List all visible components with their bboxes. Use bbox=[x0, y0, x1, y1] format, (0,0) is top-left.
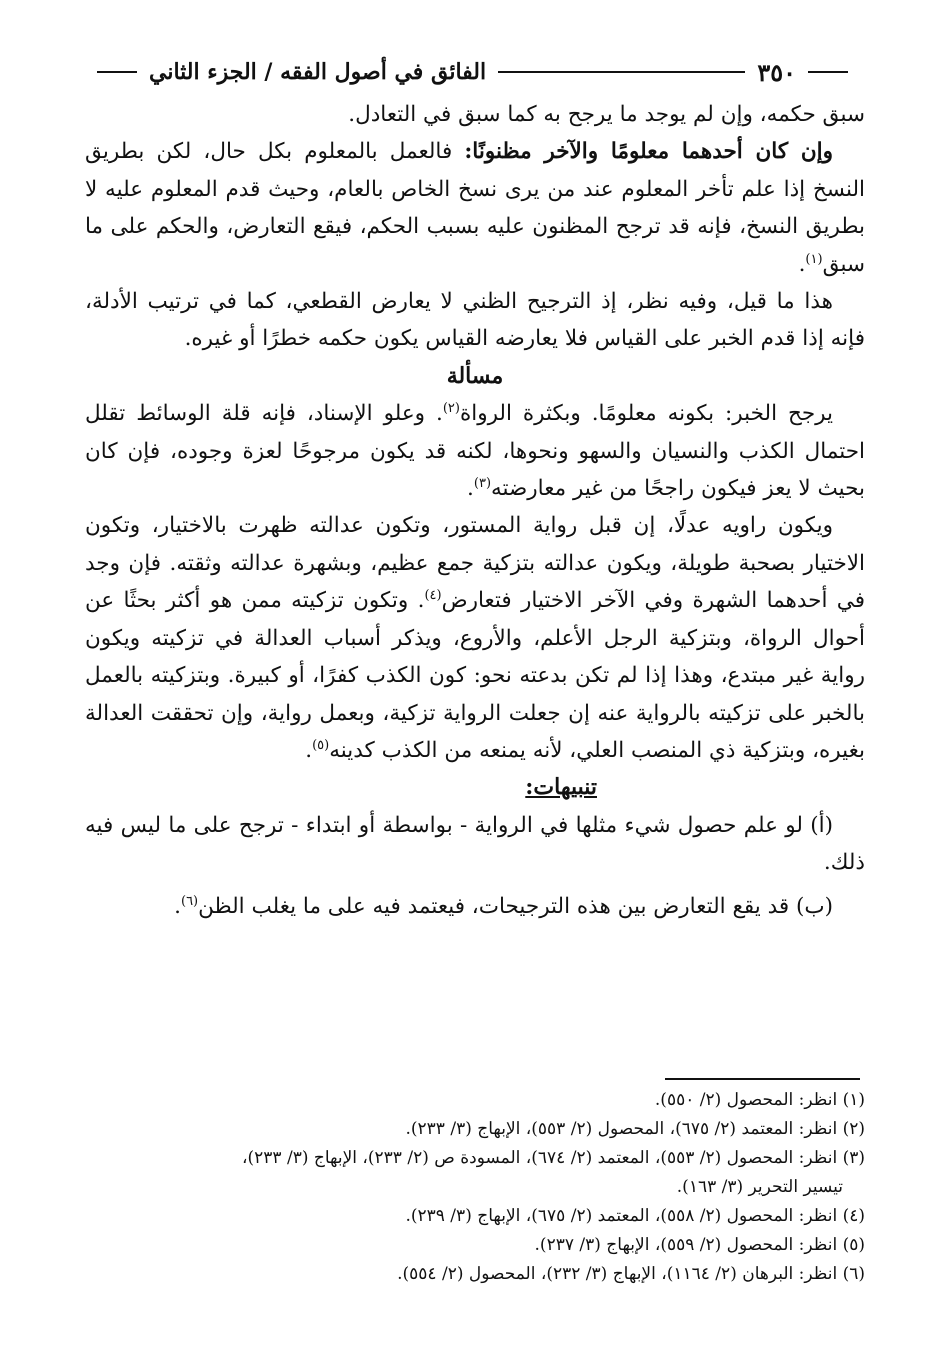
paragraph-2: وإن كان أحدهما معلومًا والآخر مظنونًا: فالعمل بالمعلوم بكل حال، لكن بطريق النسخ إذا علم تأخر المعلوم عند من يرى نسخ الخاص بالعام، وحيث قدم المعلوم عليه لا بطريق النسخ، فإنه قد ترجح المظنون عليه بسبب الحكم، فيقع التعارض، والحكم على ما سبق$^{(١)}$. bbox=[85, 139, 865, 277]
footnote-ref-1[interactable]: (١) bbox=[805, 251, 823, 267]
paragraph-5: ويكون راويه عدلًا، إن قبل رواية المستور، وتكون عدالته ظهرت بالاختيار، وتكون الاختيار بصحبة طويلة، ويكون عدالته بتزكية جمع عظيم، وبشهرة عدالته وثقته. فإن وجد في أحدهما الشهرة وفي الآخر الاختيار فتعارض$^{(٤)}$. وتكون تزكيته ممن هو أكثر بحثًا عن أحوال الرواة، وبتزكية الرجل الأعلم، والأروع، ويذكر أسباب العدالة في تزكيته ويكون رواية غير مبتدع، وهذا إذا لم تكن بدعته نحو: كون الكذب كفرًا، أو كبيرة. وبتزكيته بالعمل بالخبر على تزكيته بالرواية عنه إن جعلت الرواية تزكية، وبعمل رواية، وإن تحققت العدالة بغيره، وبتزكية ذي المنصب العلي، لأنه يمنعه من الكذب كدينه$^{(٥)}$. bbox=[85, 513, 865, 763]
book-title: الفائق في أصول الفقه / الجزء الثاني bbox=[149, 59, 487, 85]
footnote-ref-3[interactable]: (٣) bbox=[473, 475, 492, 491]
paragraph-2-lead: وإن كان أحدهما معلومًا والآخر مظنونًا: bbox=[464, 139, 834, 165]
paragraph-4-text-a: يرجح الخبر: بكونه معلومًا. وبكثرة الرواة bbox=[459, 401, 833, 427]
section-heading-masala: مسألة bbox=[446, 362, 504, 389]
footnote-5: (٥) انظر: المحصول (٢/ ٥٥٩)، الإبهاج (٣/ ٢٣٧). bbox=[534, 1235, 865, 1255]
paragraph-4-text-b: . وعلو الإسناد، فإنه قلة الوسائط تقلل احتمال الكذب والنسيان والسهو ونحوها، لكنه قد يكون مرجوحًا لعزة وجوده، فإن كان بحيث لا يعز فيكون راجحًا من غير معارضته bbox=[85, 401, 865, 502]
paragraph-3: هذا ما قيل، وفيه نظر، إذ الترجيح الظني لا يعارض القطعي، كما في ترتيب الأدلة، فإنه إذا قدم الخبر على القياس فلا يعارضه القياس يكون حكمه خطرًا أو غيره. bbox=[85, 289, 865, 352]
footnotes bbox=[85, 1086, 865, 1289]
section-heading-tanbihat: تنبيهات: bbox=[525, 774, 597, 801]
main-text bbox=[85, 96, 865, 925]
header-rule-right bbox=[808, 71, 848, 73]
header-rule-left bbox=[97, 71, 137, 73]
footnote-3: (٣) انظر: المحصول (٢/ ٥٥٣)، المعتمد (٢/ ٦٧٤)، المسودة ص (٢/ ٢٣٣)، الإبهاج (٣/ ٢٣٣)، bbox=[242, 1148, 865, 1168]
header-rule-middle bbox=[498, 71, 745, 73]
paragraph-4: يرجح الخبر: بكونه معلومًا. وبكثرة الرواة$^{(٢)}$. وعلو الإسناد، فإنه قلة الوسائط تقلل احتمال الكذب والنسيان والسهو ونحوها، لكنه قد يكون مرجوحًا لعزة وجوده، فإن كان بحيث لا يعز فيكون راجحًا من غير معارضته$^{(٣)}$. bbox=[85, 401, 865, 502]
paragraph-7: (ب) قد يقع التعارض بين هذه الترجيحات، فيعتمد فيه على ما يغلب الظن$^{(٦)}$. bbox=[174, 893, 833, 919]
footnote-3-continued: تيسير التحرير (٣/ ١٦٣). bbox=[676, 1177, 843, 1197]
page-number: ٣٥٠ bbox=[757, 57, 796, 87]
footnote-1: (١) انظر: المحصول (٢/ ٥٥٠). bbox=[654, 1090, 865, 1110]
footnote-4: (٤) انظر: المحصول (٢/ ٥٥٨)، المعتمد (٢/ ٦٧٥)، الإبهاج (٣/ ٢٣٩). bbox=[405, 1206, 865, 1226]
running-header bbox=[85, 52, 860, 92]
paragraph-1: سبق حكمه، وإن لم يوجد ما يرجح به كما سبق في التعادل. bbox=[348, 102, 865, 127]
paragraph-7-text: (ب) قد يقع التعارض بين هذه الترجيحات، فيعتمد فيه على ما يغلب الظن bbox=[198, 893, 833, 919]
footnote-separator bbox=[665, 1078, 860, 1080]
footnote-6: (٦) انظر: البرهان (٢/ ١١٦٤)، الإبهاج (٣/ ٢٣٢)، المحصول (٢/ ٥٥٤). bbox=[397, 1264, 865, 1284]
paragraph-2-text: فالعمل بالمعلوم بكل حال، لكن بطريق النسخ إذا علم تأخر المعلوم عند من يرى نسخ الخاص بالعام، وحيث قدم المعلوم عليه لا بطريق النسخ، فإنه قد ترجح المظنون عليه بسبب الحكم، فيقع التعارض، والحكم على ما سبق bbox=[85, 139, 865, 277]
footnote-2: (٢) انظر: المعتمد (٢/ ٦٧٥)، المحصول (٢/ ٥٥٣)، الإبهاج (٣/ ٢٣٣). bbox=[405, 1119, 865, 1139]
paragraph-5-text-a: ويكون راويه عدلًا، إن قبل رواية المستور، وتكون عدالته ظهرت بالاختيار، وتكون الاختيار بصحبة طويلة، ويكون عدالته بتزكية جمع عظيم، وبشهرة عدالته وثقته. فإن وجد في أحدهما الشهرة وفي الآخر الاختيار فتعارض bbox=[85, 513, 865, 614]
footnote-ref-4[interactable]: (٤) bbox=[424, 588, 442, 604]
footnote-ref-6[interactable]: (٦) bbox=[180, 893, 199, 909]
paragraph-5-text-b: . وتكون تزكيته ممن هو أكثر بحثًا عن أحوال الرواة، وبتزكية الرجل الأعلم، والأروع، ويذكر أسباب العدالة في تزكيته ويكون رواية غير مبتدع، وهذا إذا لم تكن بدعته نحو: كون الكذب كفرًا، أو كبيرة. وبتزكيته بالعمل بالخبر على تزكيته بالرواية عنه إن جعلت الرواية تزكية، وبعمل رواية، وإن تحققت العدالة بغيره، وبتزكية ذي المنصب العلي، لأنه يمنعه من الكذب كدينه bbox=[85, 588, 865, 763]
paragraph-6: (أ) لو علم حصول شيء مثلها في الرواية - بواسطة أو ابتداء - ترجح على ما ليس فيه ذلك. bbox=[85, 812, 865, 876]
footnote-ref-2[interactable]: (٢) bbox=[442, 401, 460, 417]
footnote-ref-5[interactable]: (٥) bbox=[312, 737, 330, 753]
